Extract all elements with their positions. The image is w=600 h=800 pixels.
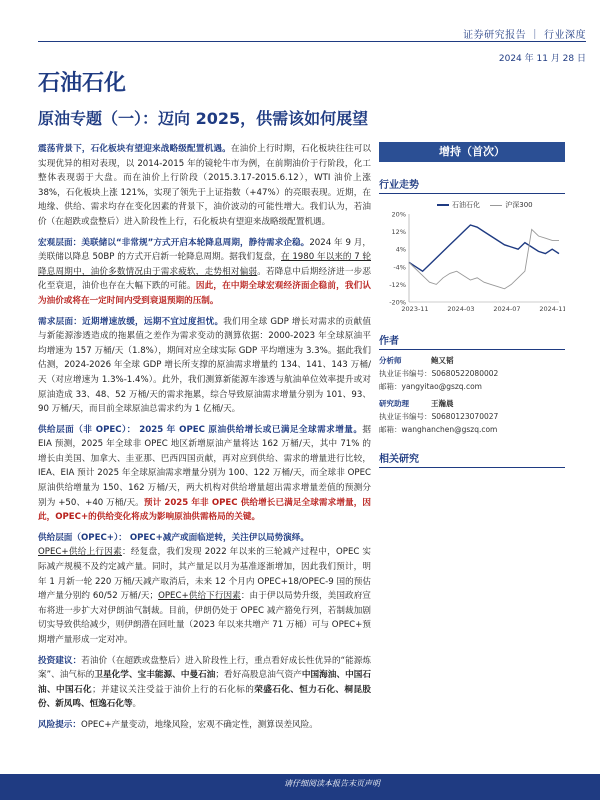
sidebar: [379, 142, 565, 468]
y-tick-label: -12%: [389, 280, 406, 289]
para-head: 供给层面（非 OPEC）： 2025 年 OPEC 原油供给增长或已满足全球需求增量。: [38, 424, 363, 435]
authors-block: [379, 354, 565, 436]
email-address[interactable]: wanghanchen@gszq.com: [401, 425, 498, 434]
para-head: 宏观层面：美联储以“非常规”方式开启本轮降息周期，静待需求企稳。: [38, 237, 310, 248]
para-head: 震荡背景下，石化板块有望迎来战略级配置机遇。: [38, 144, 231, 154]
author-row: [379, 397, 565, 410]
x-tick-label: 2023-11: [401, 305, 429, 313]
para-head: 投资建议：: [38, 655, 82, 666]
y-tick-label: 20%: [391, 210, 406, 219]
sector-title: 石油石化: [38, 70, 127, 96]
x-tick-label: 2024-11: [539, 305, 565, 313]
para-body: ：经复盘，我们发现 2022 年以来的三轮减产过程中，OPEC 实际减产规模不及约定减产量。同时，其产量足以月为基准逐渐增加，因此我们预计，明年 1 月新一轮 220 万桶/天减产取消后，未来 12 个月内 OPEC+18/OPEC-9 国的预估增产量分别约 60/52 万桶/天；: [38, 547, 371, 602]
email-label: 邮箱：: [379, 382, 402, 391]
para-underline: OPEC+供给下行因素: [158, 591, 241, 602]
legend-label: 石油石化: [452, 201, 480, 209]
para-body: 。: [132, 699, 142, 710]
para-underline: 在 1980 年以来的 7 轮降息周期中，油价多数情况由于需求疲软，走势相对偏弱: [38, 252, 372, 277]
y-tick-label: 12%: [391, 228, 406, 237]
email-label: 邮箱：: [379, 425, 402, 434]
para-highlight: 预计 2025 年非 OPEC 供给增长已满足全球需求增量，因此，OPEC+的供给变化将成为影响原油供需格局的关键。: [38, 497, 371, 523]
author-name: 王瀚晨: [431, 399, 454, 408]
para-body: OPEC+产量变动，地缘风险，宏观不确定性，测算误差风险。: [80, 719, 318, 730]
para-supply-opec: [38, 531, 371, 648]
report-type: 证券研究报告 ｜ 行业深度: [463, 30, 586, 41]
para-investment: [38, 654, 371, 712]
legend-swatch-sector: [437, 204, 449, 206]
legend-label: 沪深300: [505, 201, 533, 209]
para-body: 我们用全球 GDP 增长对需求的贡献值与新能源渗透造成的拖累值之差作为需求变动的测算依据：2000-2023 年全球原油平均增速为 157 万桶/天（1.8%），期间对应全球实际 GDP 平均增速为 3.3%。据此我们估测，2024-2026 年全球 GDP 增长所支撑的原油需求增量约 134、141、143 万桶/天（对应增速为 1.3%-1.4%）。此外，我们测算新能源车渗透与航油单位效率提升或对原油造成 33、48、52 万桶/天的需求拖累，综合导致原油需求增量分别为 101、93、90 万桶/天，而目前全球原油总需求约为 1 亿桶/天。: [38, 316, 371, 415]
author-cert: [379, 367, 565, 380]
series-line-index: [409, 229, 559, 288]
cert-number: S0680123070027: [431, 412, 499, 421]
chart-legend: [437, 200, 533, 210]
author-name: 鲍又韬: [431, 356, 454, 365]
rating-badge: 增持（首次）: [379, 142, 565, 162]
para-underline: OPEC+供给上行因素: [38, 547, 123, 558]
authors-title: 作者: [379, 332, 565, 350]
author-role: 分析师: [379, 356, 402, 365]
author-email: [379, 380, 565, 393]
para-highlight: 因此，在中期全球宏观经济面企稳前，我们认为油价或将在一定时间内受到衰退预期的压制。: [38, 281, 371, 306]
y-tick-label: 4%: [395, 245, 406, 254]
para-body: 若油价（在超跌或盘整后）进入阶段性上行，重点看好成长性优异的“能源炼案”、油气标的: [38, 655, 371, 681]
para-head: 供给层面（OPEC+）： OPEC+减产或面临逆转，关注伊以局势演绎。: [38, 532, 309, 543]
cert-label: 执业证书编号：: [379, 369, 432, 378]
email-address[interactable]: yangyitao@gszq.com: [401, 382, 482, 391]
para-body: 2024 年 9 月，美联储以降息 50BP 的方式开启新一轮降息周期。据我们复盘，: [38, 237, 371, 263]
para-risk: [38, 718, 371, 733]
para-head: 风险提示：: [38, 719, 81, 730]
y-tick-label: -4%: [393, 263, 406, 272]
related-title: 相关研究: [379, 450, 565, 468]
trend-title: 行业走势: [379, 176, 565, 194]
cert-label: 执业证书编号：: [379, 412, 432, 421]
author-role: 研究助理: [379, 399, 409, 408]
author-row: [379, 354, 565, 367]
para-body: ；看好高股息油气资产: [215, 670, 302, 681]
footer-bar: [0, 774, 600, 800]
author-cert: [379, 410, 565, 423]
para-body: 在油价上行时期，石化板块往往可以实现优异的相对表现，以 2014-2015 年的镜轮牛市为例，在前期油价于行阶段，化工整体表现弱于大盘。而在油价上行阶段（2015.3.17-2015.6.12），WTI 油价上涨 38%，石化板块上涨 121%，实现了领先于上证指数（+47%）的亮眼表现。近期，在地缘、供给、需求均存在变化因素的背景下，油价波动的可能性增大。我们认为，若油价（在超跌或盘整后）进入阶段性上行，石化板块有望迎来战略级配置机遇。: [38, 144, 371, 227]
para-bold: 中国海油、中国石油、中国石化: [38, 670, 371, 695]
x-tick-label: 2024-07: [493, 305, 521, 313]
para-body: ；并建议关注受益于油价上行的石化标的: [92, 684, 255, 695]
para-bold: 荣盛石化、恒力石化、桐昆股份、新凤鸣、恒逸石化等: [38, 684, 371, 710]
header-divider: [38, 41, 586, 42]
para-demand: [38, 315, 371, 417]
summary-column: [38, 142, 371, 739]
cert-number: S0680522080002: [431, 369, 499, 378]
y-tick-label: -20%: [389, 298, 406, 307]
para-body: 据 EIA 预测，2025 年全球非 OPEC 地区新增原油产量将达 162 万桶/天，其中 71% 的增长由美国、加拿大、圭亚那、巴西四国贡献，再对应到供给、需求的增量进行比较，IEA、EIA 预计 2025 年全球原油需求增量分别为 100、122 万桶/天，而全球非 OPEC 原油供给增量为 150、162 万桶/天，两大机构对供给增量超出需求增量差值的预测分别为 +50、+40 万桶/天。: [38, 424, 371, 508]
para-head: 需求层面：近期增速放缓，远期不宜过度担忧。: [38, 316, 224, 327]
author-email: [379, 423, 565, 436]
series-line-sector: [409, 225, 559, 271]
para-macro: [38, 236, 371, 309]
report-title: 原油专题（一）：迈向 2025，供需该如何展望: [38, 109, 369, 128]
x-tick-label: 2024-03: [447, 305, 475, 313]
header-meta: [463, 26, 586, 64]
legend-swatch-index: [490, 205, 502, 206]
trend-chart-svg: [379, 198, 565, 318]
para-bold: 卫星化学、宝丰能源、中曼石油: [94, 670, 216, 681]
para-body: 。若降息中后期经济进一步恶化至衰退，油价也存在大幅下跌的可能。: [38, 266, 371, 292]
report-date: 2024 年 11 月 28 日: [498, 54, 586, 64]
para-background: [38, 142, 371, 230]
footer-disclaimer[interactable]: 请仔细阅读本报告末页声明: [284, 779, 380, 788]
para-supply-non-opec: [38, 423, 371, 525]
trend-chart: [379, 198, 565, 318]
para-body: ：由于伊以局势升级，美国政府宣布将进一步扩大对伊朗油气制裁。目前，伊朗仍处于 OPEC 减产豁免行列，若制裁加剧切实导致供给减少，则伊朗潜在回吐量（2023 年以来共增产 71 万桶）可与 OPEC+预期增产量形成一定对冲。: [38, 591, 372, 645]
